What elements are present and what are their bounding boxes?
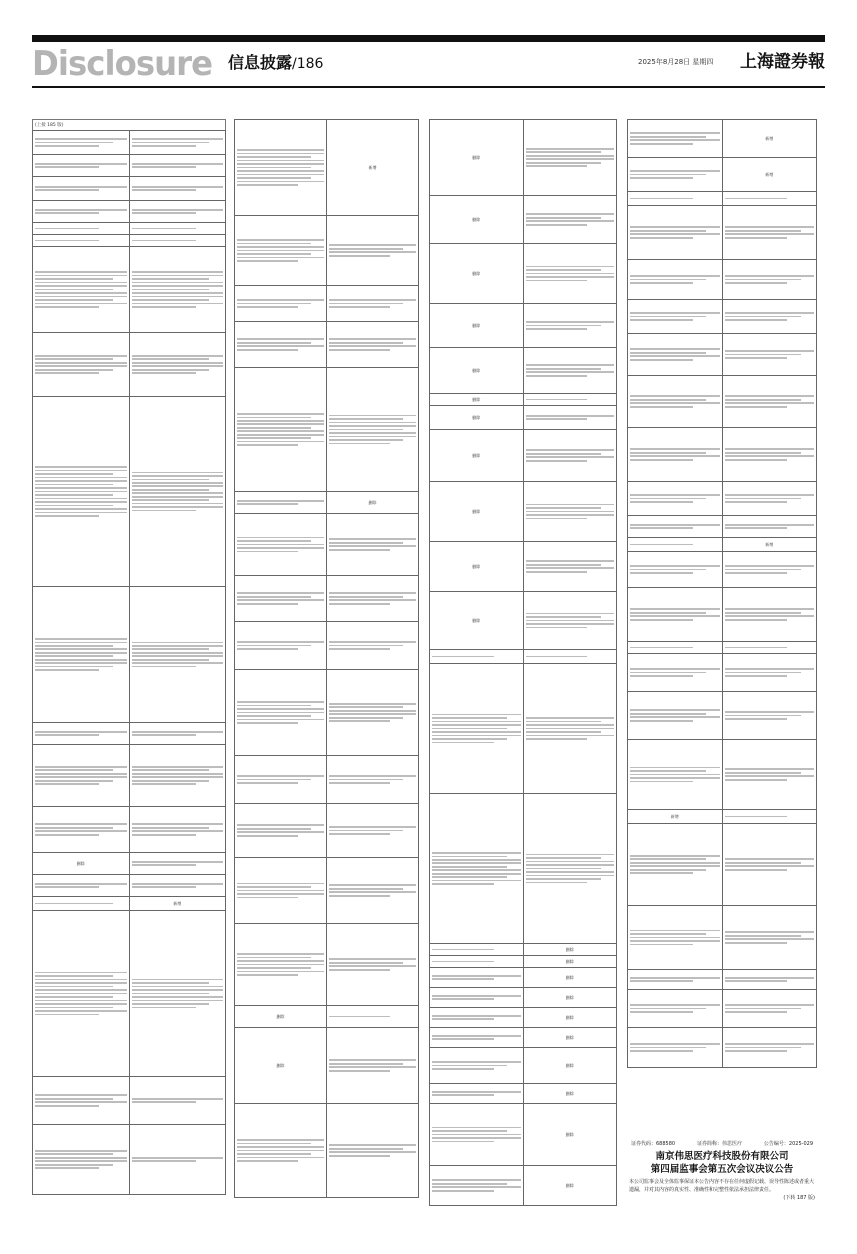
deleted-mark-4: 删除 [235, 1028, 327, 1104]
deleted-mark-20: 删除 [523, 1008, 617, 1028]
added-mark-6: 新增 [628, 810, 723, 824]
masthead [32, 44, 825, 84]
stock-code: 证券代码：688580 [631, 1141, 676, 1147]
added-mark-2: 新增 [327, 120, 419, 216]
notice-company-name: 南京伟思医疗科技股份有限公司 [655, 1151, 789, 1162]
header-bottom-rule [32, 86, 825, 88]
deleted-mark-24: 删除 [523, 1104, 617, 1166]
column-3 [429, 119, 617, 1226]
section-title [228, 52, 323, 75]
added-mark: 新增 [129, 897, 226, 911]
deleted-mark-6: 删除 [430, 196, 524, 244]
newspaper-logo: 上海證券報 [740, 52, 825, 72]
announcement-number: 公告编号：2025-029 [763, 1141, 813, 1147]
publication-date: 2025年8月28日 星期四 [638, 58, 714, 66]
deleted-mark-5: 删除 [430, 120, 524, 196]
deleted-mark-2: 删除 [327, 492, 419, 514]
deleted-mark-11: 删除 [430, 406, 524, 430]
amendment-table-1 [32, 130, 226, 1195]
deleted-mark-18: 删除 [523, 968, 617, 988]
deleted-mark-19: 删除 [523, 988, 617, 1008]
notice-title: 第四届监事会第五次会议决议公告 [650, 1164, 794, 1175]
deleted-mark-13: 删除 [430, 482, 524, 542]
continued-to-label: (下转 187 版) [783, 1195, 815, 1201]
column-1 [32, 119, 226, 1226]
deleted-mark-15: 删除 [430, 592, 524, 650]
added-mark-3: 新增 [722, 120, 817, 158]
stock-name: 证券简称：伟思医疗 [697, 1141, 743, 1147]
notice-codes [627, 1140, 817, 1148]
deleted-mark-16: 删除 [523, 944, 617, 956]
deleted-mark-9: 删除 [430, 348, 524, 394]
deleted-mark-23: 删除 [523, 1084, 617, 1104]
added-mark-4: 新增 [722, 158, 817, 192]
header-top-rule [32, 35, 825, 42]
deleted-mark: 删除 [33, 853, 130, 875]
column-4 [627, 119, 817, 1226]
section-title-text: 信息披露 [228, 53, 293, 72]
board-resolution-notice [627, 1140, 817, 1202]
deleted-mark-25: 删除 [523, 1166, 617, 1206]
deleted-mark-8: 删除 [430, 304, 524, 348]
deleted-mark-12: 删除 [430, 430, 524, 482]
section-brand: Disclosure [32, 44, 213, 84]
deleted-mark-21: 删除 [523, 1028, 617, 1048]
notice-body: 本公司监事会及全体监事保证本公告内容不存在任何虚假记载、误导性陈述或者重大遗漏，并对其内容的真实性、准确性和完整性依法承担法律责任。 [629, 1179, 815, 1193]
deleted-mark-14: 删除 [430, 542, 524, 592]
amendment-table-3 [429, 119, 617, 1206]
deleted-mark-3: 删除 [235, 1006, 327, 1028]
deleted-mark-22: 删除 [523, 1048, 617, 1084]
amendment-table-4 [627, 119, 817, 1068]
page-number: /186 [292, 56, 324, 72]
deleted-mark-7: 删除 [430, 244, 524, 304]
amendment-table-2 [234, 119, 419, 1198]
column-2 [234, 119, 419, 1226]
deleted-mark-17: 删除 [523, 956, 617, 968]
continued-from-label: (上接 185 版) [32, 119, 226, 130]
added-mark-5: 新增 [722, 538, 817, 552]
deleted-mark-10: 删除 [430, 394, 524, 406]
